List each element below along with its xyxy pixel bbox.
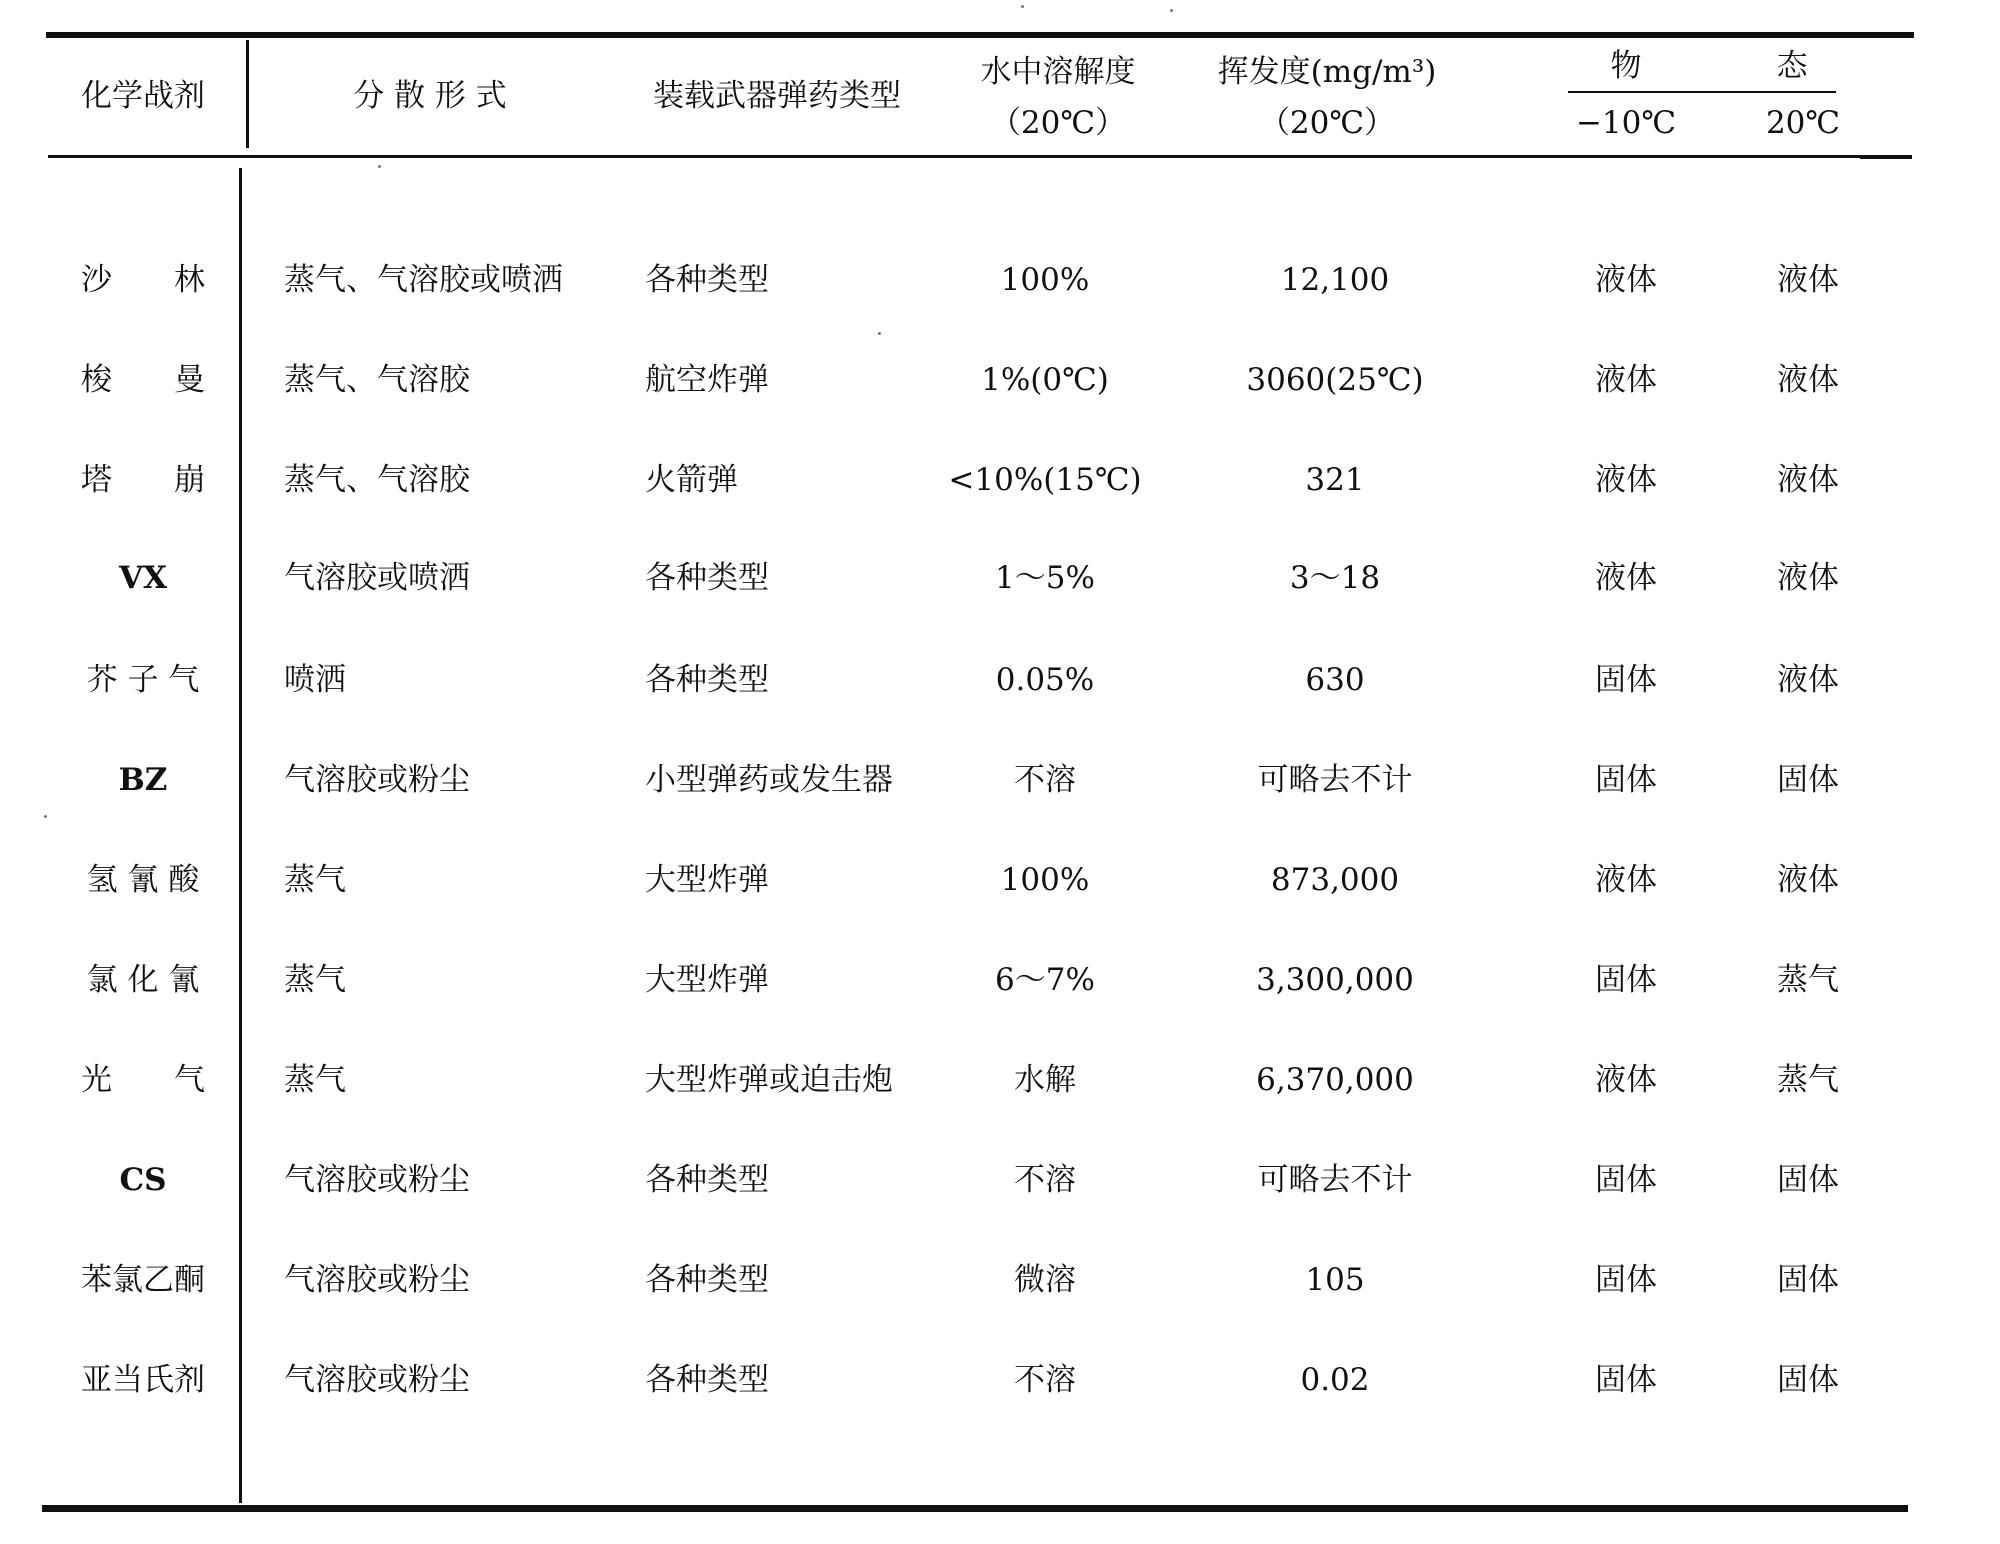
- cell-volatility: 12,100: [1280, 262, 1390, 298]
- cell-volatility: 0.02: [1300, 1362, 1370, 1398]
- cell-munition: 各种类型: [645, 1262, 769, 1298]
- cell-volatility: 3～18: [1289, 560, 1381, 596]
- cell-state-20: 固体: [1777, 762, 1839, 798]
- cell-state-20: 液体: [1777, 560, 1839, 596]
- cell-dispersion: 气溶胶或粉尘: [284, 1262, 470, 1298]
- cell-state-minus10: 液体: [1595, 1062, 1657, 1098]
- header-state-left: 物: [1610, 48, 1642, 84]
- cell-volatility: 3060(25℃): [1246, 362, 1424, 398]
- cell-state-minus10: 液体: [1595, 362, 1657, 398]
- cell-state-20: 固体: [1777, 1262, 1839, 1298]
- cell-agent: 沙 林: [81, 262, 205, 298]
- header-munition: 装载武器弹药类型: [653, 78, 901, 114]
- header-solubility-line2: （20℃）: [989, 105, 1127, 141]
- cell-state-minus10: 液体: [1595, 560, 1657, 596]
- cell-state-minus10: 固体: [1595, 662, 1657, 698]
- cell-state-minus10: 固体: [1595, 1262, 1657, 1298]
- cell-dispersion: 蒸气: [284, 862, 346, 898]
- cell-munition: 大型炸弹或迫击炮: [645, 1062, 893, 1098]
- cell-state-20: 固体: [1777, 1362, 1839, 1398]
- cell-munition: 大型炸弹: [645, 962, 769, 998]
- cell-state-20: 液体: [1777, 462, 1839, 498]
- cell-dispersion: 蒸气: [284, 962, 346, 998]
- cell-state-20: 液体: [1777, 262, 1839, 298]
- header-bottom-rule-tail: [1860, 155, 1912, 159]
- cell-agent: 塔 崩: [81, 462, 205, 498]
- scan-speck: [878, 332, 881, 335]
- cell-volatility: 6,370,000: [1256, 1062, 1414, 1098]
- cell-state-20: 液体: [1777, 662, 1839, 698]
- cell-state-20: 液体: [1777, 362, 1839, 398]
- cell-agent: BZ: [118, 762, 168, 798]
- cell-state-minus10: 固体: [1595, 1362, 1657, 1398]
- cell-agent: 芥 子 气: [86, 662, 200, 698]
- cell-agent: 亚当氏剂: [81, 1362, 205, 1398]
- cell-dispersion: 气溶胶或粉尘: [284, 1162, 470, 1198]
- cell-solubility: 1～5%: [995, 560, 1095, 596]
- header-volatility-line2: （20℃）: [1258, 105, 1396, 141]
- cell-munition: 小型弹药或发生器: [645, 762, 893, 798]
- cell-solubility: 不溶: [1014, 1362, 1076, 1398]
- cell-dispersion: 蒸气、气溶胶或喷洒: [284, 262, 563, 298]
- cell-volatility: 105: [1305, 1262, 1365, 1298]
- cell-munition: 各种类型: [645, 262, 769, 298]
- cell-munition: 各种类型: [645, 560, 769, 596]
- cell-munition: 各种类型: [645, 1362, 769, 1398]
- scan-speck: [1021, 5, 1024, 8]
- cell-volatility: 3,300,000: [1256, 962, 1414, 998]
- header-agent: 化学战剂: [81, 78, 205, 114]
- header-bottom-rule: [48, 155, 1908, 158]
- cell-munition: 大型炸弹: [645, 862, 769, 898]
- scan-speck: [44, 815, 47, 818]
- cell-volatility: 可略去不计: [1257, 762, 1413, 798]
- cell-state-minus10: 液体: [1595, 862, 1657, 898]
- cell-agent: VX: [118, 560, 168, 596]
- scan-speck: [378, 165, 381, 168]
- cell-agent: 氢 氰 酸: [86, 862, 200, 898]
- cell-dispersion: 喷洒: [284, 662, 346, 698]
- cell-dispersion: 气溶胶或喷洒: [284, 560, 470, 596]
- cell-dispersion: 蒸气: [284, 1062, 346, 1098]
- cell-agent: 氯 化 氰: [86, 962, 200, 998]
- header-volatility-line1: 挥发度(mg/m³): [1217, 54, 1437, 90]
- header-column-divider: [246, 40, 249, 148]
- cell-solubility: 水解: [1014, 1062, 1076, 1098]
- cell-solubility: 6～7%: [995, 962, 1095, 998]
- cell-volatility: 可略去不计: [1257, 1162, 1413, 1198]
- cell-state-20: 液体: [1777, 862, 1839, 898]
- cell-volatility: 873,000: [1270, 862, 1400, 898]
- cell-solubility: 100%: [1000, 262, 1090, 298]
- cell-dispersion: 气溶胶或粉尘: [284, 762, 470, 798]
- cell-state-minus10: 固体: [1595, 1162, 1657, 1198]
- cell-munition: 各种类型: [645, 662, 769, 698]
- cell-state-20: 蒸气: [1777, 1062, 1839, 1098]
- cell-agent: 光 气: [81, 1062, 205, 1098]
- cell-state-20: 固体: [1777, 1162, 1839, 1198]
- cell-agent: CS: [119, 1162, 167, 1198]
- cell-state-minus10: 固体: [1595, 962, 1657, 998]
- cell-state-minus10: 液体: [1595, 262, 1657, 298]
- cell-state-minus10: 液体: [1595, 462, 1657, 498]
- cell-agent: 梭 曼: [81, 362, 205, 398]
- cell-dispersion: 蒸气、气溶胶: [284, 362, 470, 398]
- cell-solubility: 不溶: [1014, 762, 1076, 798]
- body-column-divider: [239, 168, 242, 1503]
- cell-volatility: 630: [1305, 662, 1365, 698]
- cell-dispersion: 蒸气、气溶胶: [284, 462, 470, 498]
- header-solubility-line1: 水中溶解度: [980, 54, 1136, 90]
- cell-state-20: 蒸气: [1777, 962, 1839, 998]
- table-bottom-rule: [42, 1505, 1908, 1512]
- scan-speck: [1170, 9, 1173, 12]
- cell-solubility: 100%: [1000, 862, 1090, 898]
- cell-solubility: 微溶: [1014, 1262, 1076, 1298]
- cell-munition: 火箭弹: [645, 462, 738, 498]
- cell-munition: 航空炸弹: [645, 362, 769, 398]
- cell-munition: 各种类型: [645, 1162, 769, 1198]
- table-top-rule: [46, 32, 1914, 38]
- cell-volatility: 321: [1305, 462, 1365, 498]
- cell-solubility: 0.05%: [995, 662, 1095, 698]
- header-state-minus10: −10℃: [1575, 105, 1677, 141]
- header-state-right: 态: [1776, 48, 1808, 84]
- cell-solubility: 不溶: [1014, 1162, 1076, 1198]
- state-group-rule: [1568, 91, 1836, 93]
- header-state-20: 20℃: [1765, 105, 1841, 141]
- header-dispersion: 分 散 形 式: [353, 78, 507, 114]
- cell-agent: 苯氯乙酮: [81, 1262, 205, 1298]
- cell-solubility: 1%(0℃): [981, 362, 1109, 398]
- cell-state-minus10: 固体: [1595, 762, 1657, 798]
- cell-dispersion: 气溶胶或粉尘: [284, 1362, 470, 1398]
- cell-solubility: <10%(15℃): [948, 462, 1142, 498]
